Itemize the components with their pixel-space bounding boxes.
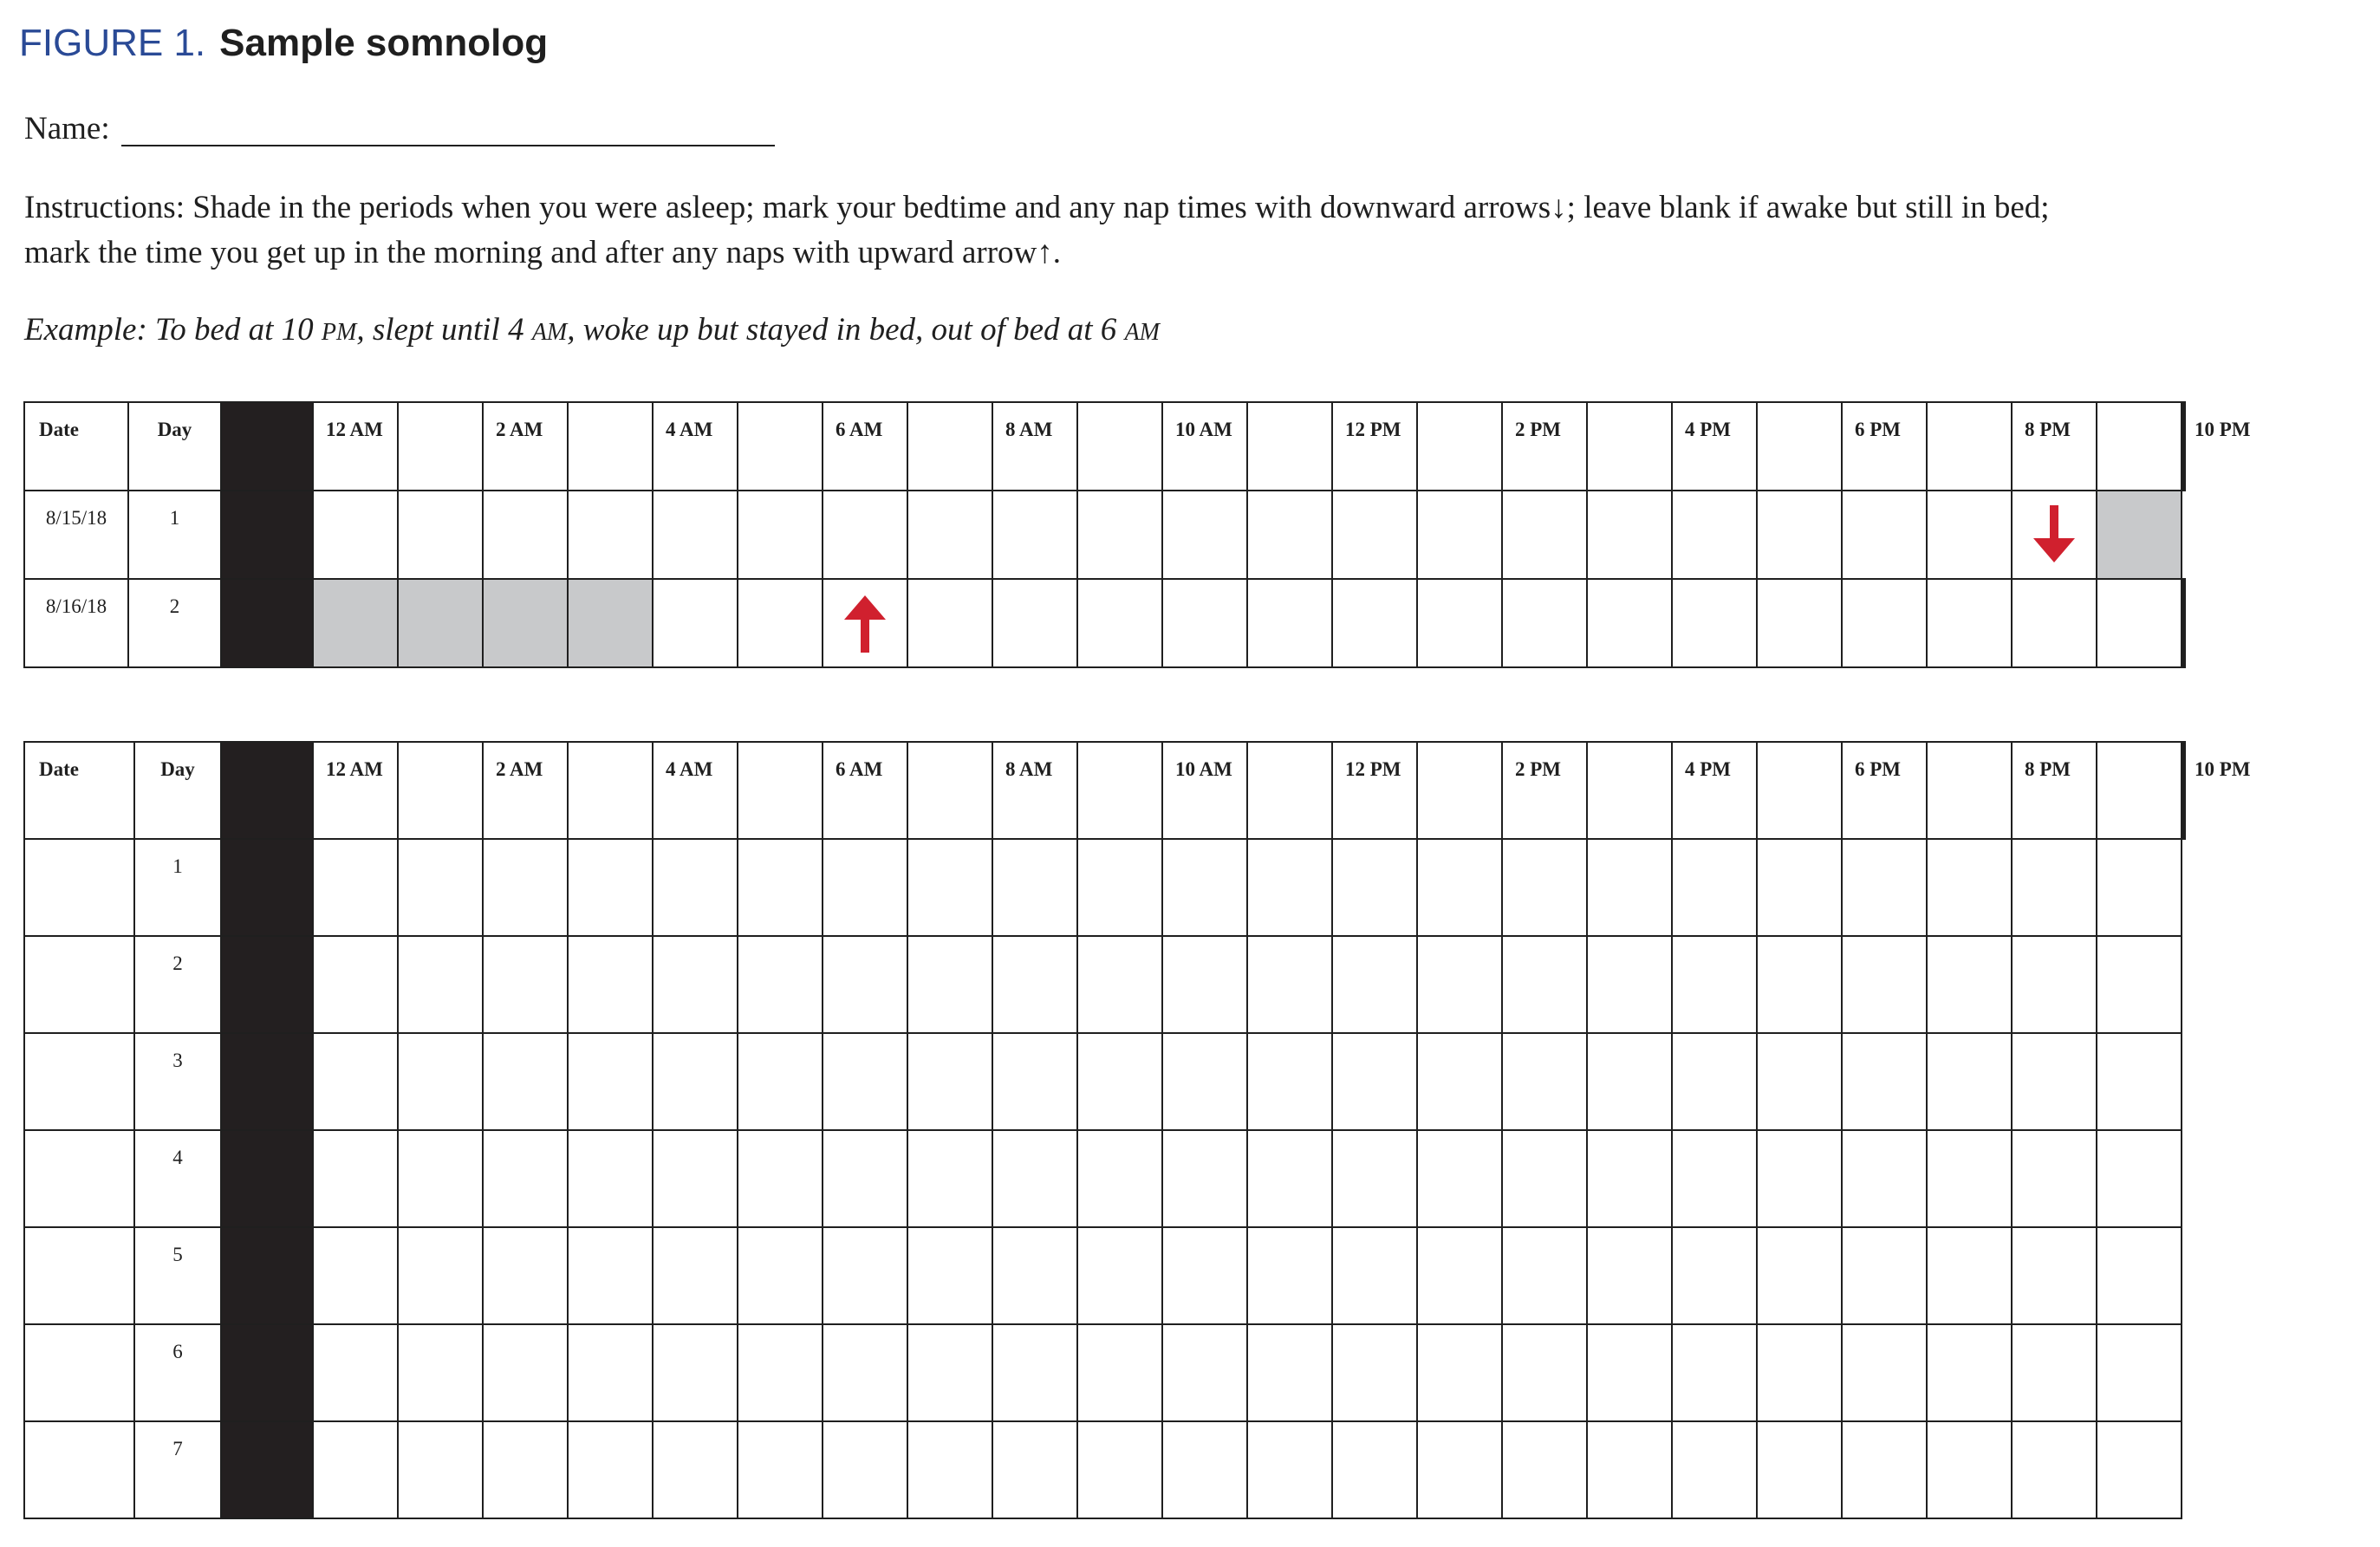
table-row: [24, 1033, 2185, 1130]
table-row: [24, 579, 2185, 667]
date-cell[interactable]: [24, 1130, 134, 1227]
day-cell: 1: [128, 491, 221, 579]
time-header-10am: 10 AM: [1162, 402, 1247, 491]
arrow-down-icon: [2032, 505, 2077, 564]
example-part-3: , woke up but stayed in bed, out of bed at 6: [567, 312, 1125, 348]
sleep-shaded-cell: [398, 579, 483, 667]
time-header-6pm: 6 PM: [1842, 742, 1927, 839]
date-cell: 8/15/18: [24, 491, 128, 579]
instructions-line-1: Instructions: Shade in the periods when you were asleep; mark your bedtime and any nap times with downward arrows↓; leave blank if awake but still in bed;: [24, 190, 2050, 225]
sleep-shaded-cell: [568, 579, 653, 667]
time-header-2pm: 2 PM: [1502, 742, 1587, 839]
time-header-2pm: 2 PM: [1502, 402, 1587, 491]
time-header-6am: 6 AM: [823, 402, 907, 491]
example-part-2: , slept until 4: [356, 312, 532, 348]
day-cell: 4: [134, 1130, 221, 1227]
time-header-4pm: 4 PM: [1672, 402, 1757, 491]
black-band: [221, 839, 313, 936]
time-header-12pm: 12 PM: [1332, 742, 1417, 839]
time-header-12am: 12 AM: [313, 742, 398, 839]
day-cell: 7: [134, 1421, 221, 1518]
black-band: [221, 1324, 313, 1421]
black-band: [221, 1033, 313, 1130]
example-part-1: Example: To bed at 10: [24, 312, 322, 348]
time-header-10pm: 10 PM: [2182, 742, 2183, 839]
day-header: Day: [134, 742, 221, 839]
time-header-10am: 10 AM: [1162, 742, 1247, 839]
example-somnolog-table: [23, 401, 2251, 668]
date-cell[interactable]: [24, 1033, 134, 1130]
sleep-shaded-cell: [313, 579, 398, 667]
figure-number: FIGURE 1.: [19, 22, 206, 64]
table-row: [24, 936, 2185, 1033]
day-cell: 1: [134, 839, 221, 936]
day-cell: 5: [134, 1227, 221, 1324]
time-header-10pm: 10 PM: [2182, 402, 2183, 491]
table-row: [24, 491, 2185, 579]
time-header-4pm: 4 PM: [1672, 742, 1757, 839]
time-header-8pm: 8 PM: [2012, 402, 2097, 491]
name-field[interactable]: [121, 145, 775, 146]
time-header-2am: 2 AM: [483, 742, 568, 839]
day-cell: 2: [128, 579, 221, 667]
time-header-4am: 4 AM: [653, 742, 738, 839]
date-header: Date: [24, 742, 134, 839]
time-header-4am: 4 AM: [653, 402, 738, 491]
name-label: Name:: [24, 111, 110, 146]
black-band: [221, 1227, 313, 1324]
time-header-6pm: 6 PM: [1842, 402, 1927, 491]
date-cell: 8/16/18: [24, 579, 128, 667]
table-row: [24, 1421, 2185, 1518]
date-header: Date: [24, 402, 128, 491]
time-header-12pm: 12 PM: [1332, 402, 1417, 491]
table-row: [24, 839, 2185, 936]
example-am-1: AM: [531, 319, 568, 346]
instructions-line-2: mark the time you get up in the morning and after any naps with upward arrow↑.: [24, 235, 1062, 270]
day-cell: 2: [134, 936, 221, 1033]
time-header-6am: 6 AM: [823, 742, 907, 839]
date-cell[interactable]: [24, 839, 134, 936]
time-header-8am: 8 AM: [992, 742, 1077, 839]
day-header: Day: [128, 402, 221, 491]
black-band: [221, 936, 313, 1033]
table-row: [24, 1130, 2185, 1227]
sleep-shaded-cell: [2097, 491, 2182, 579]
example-text: [24, 308, 1160, 355]
header-row: [24, 742, 2185, 839]
instructions: [24, 185, 2330, 276]
black-band: [221, 1421, 313, 1518]
example-pm: PM: [321, 319, 357, 346]
table-row: [24, 1227, 2185, 1324]
date-cell[interactable]: [24, 1227, 134, 1324]
table-row: [24, 1324, 2185, 1421]
figure-title: Sample somnolog: [219, 22, 549, 64]
black-band: [221, 742, 313, 839]
example-am-2: AM: [1124, 319, 1160, 346]
figure-caption: [19, 17, 548, 69]
day-cell: 3: [134, 1033, 221, 1130]
date-cell[interactable]: [24, 1324, 134, 1421]
arrow-up-icon: [842, 594, 888, 653]
sleep-shaded-cell: [483, 579, 568, 667]
blank-somnolog-table: [23, 741, 2251, 1519]
time-header-12am: 12 AM: [313, 402, 398, 491]
bedtime-cell: [2012, 491, 2097, 579]
black-band: [221, 1130, 313, 1227]
time-header-2am: 2 AM: [483, 402, 568, 491]
wake-cell: [823, 579, 907, 667]
time-header-8am: 8 AM: [992, 402, 1077, 491]
black-band: [221, 579, 313, 667]
header-row: [24, 402, 2185, 491]
day-cell: 6: [134, 1324, 221, 1421]
date-cell[interactable]: [24, 1421, 134, 1518]
black-band: [221, 402, 313, 491]
date-cell[interactable]: [24, 936, 134, 1033]
black-band: [221, 491, 313, 579]
time-header-8pm: 8 PM: [2012, 742, 2097, 839]
